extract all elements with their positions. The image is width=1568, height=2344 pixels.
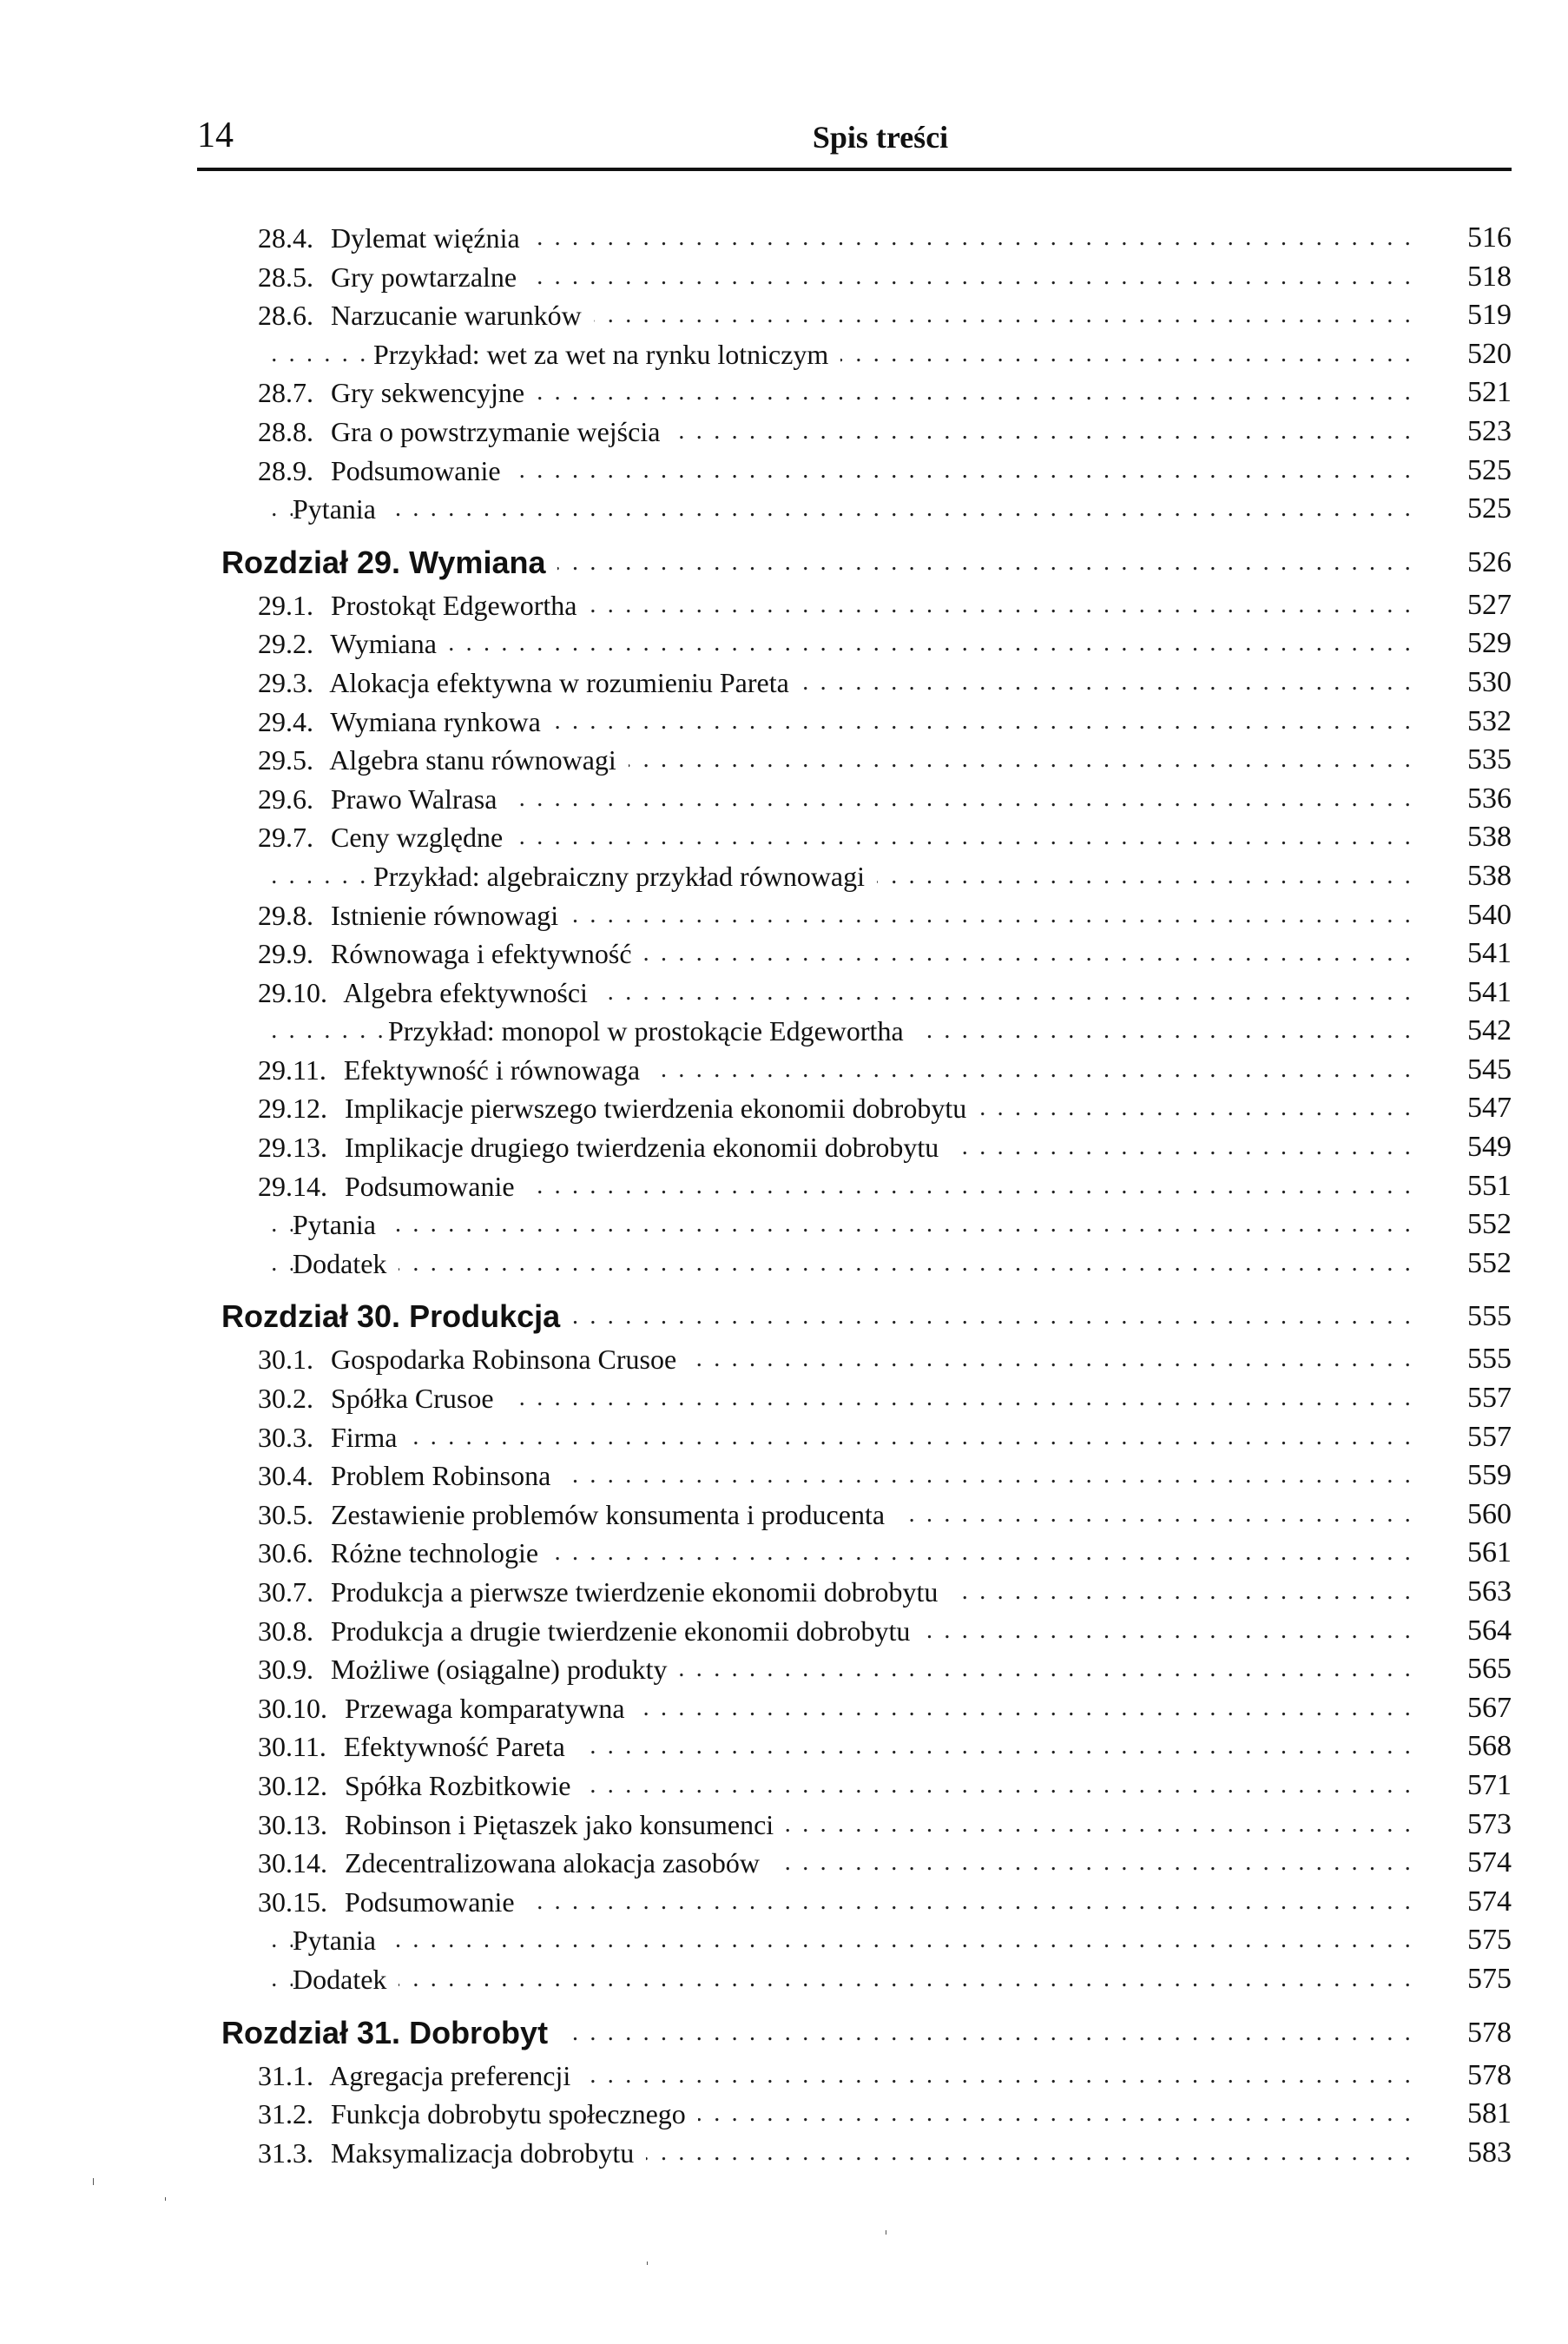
toc-entry-title: Pytania — [293, 1925, 376, 1957]
toc-entry-page: 536 — [1467, 782, 1512, 815]
toc-entry-number: 30.12. — [258, 1769, 327, 1801]
toc-entry-title: Podsumowanie — [331, 454, 501, 486]
toc-entry-page: 526 — [1467, 545, 1512, 578]
toc-entry[interactable] — [0, 586, 1568, 625]
dot-leader — [260, 1205, 1413, 1245]
toc-entry-page: 575 — [1467, 1924, 1512, 1957]
toc-entry-title: Dodatek — [293, 1963, 387, 1995]
toc-entry-label — [258, 586, 590, 625]
toc-entry[interactable] — [0, 1245, 1568, 1284]
toc-entry-page: 578 — [1467, 2058, 1512, 2091]
toc-entry[interactable] — [0, 896, 1568, 935]
toc-entry-page: 578 — [1467, 2016, 1512, 2049]
toc-entry-page: 567 — [1467, 1691, 1512, 1724]
toc-entry-page: 561 — [1467, 1536, 1512, 1569]
toc-entry[interactable] — [0, 1496, 1568, 1535]
toc-entry-title: Wymiana — [409, 544, 546, 580]
toc-entry-title: Ceny względne — [331, 822, 504, 854]
toc-entry-page: 568 — [1467, 1730, 1512, 1763]
toc-entry-label — [258, 1650, 679, 1689]
toc-entry-page: 532 — [1467, 704, 1512, 737]
toc-entry-page: 574 — [1467, 1846, 1512, 1879]
toc-entry-title: Gra o powstrzymanie wejścia — [331, 415, 661, 447]
toc-entry[interactable] — [0, 934, 1568, 974]
toc-entry-label — [293, 1245, 399, 1284]
dot-leader — [260, 1960, 1413, 1999]
dot-leader — [260, 490, 1413, 529]
toc-entry-label — [258, 780, 509, 819]
toc-entry[interactable] — [0, 1806, 1568, 1845]
toc-entry-label — [258, 934, 644, 974]
toc-entry-page: 527 — [1467, 588, 1512, 621]
toc-entry[interactable] — [0, 1051, 1568, 1090]
toc-entry[interactable] — [0, 413, 1568, 452]
toc-entry-number: 31.3. — [258, 2136, 313, 2169]
toc-entry-title: Zestawienie problemów konsumenta i producenta — [331, 1498, 886, 1530]
toc-entry-title: Firma — [331, 1421, 398, 1453]
toc-entry-label — [293, 490, 388, 529]
toc-entry-title: Przykład: wet za wet na rynku lotniczym — [373, 338, 829, 370]
toc-entry-label — [258, 818, 515, 857]
toc-chapter-entry[interactable] — [0, 2011, 1568, 2055]
toc-entry-label — [258, 1612, 922, 1651]
toc-entry-label — [258, 1883, 527, 1922]
toc-entry-title: Równowaga i efektywność — [331, 938, 632, 970]
toc-entry[interactable] — [0, 490, 1568, 529]
toc-entry-label — [258, 664, 801, 703]
toc-entry[interactable] — [0, 780, 1568, 819]
toc-entry-title: Maksymalizacja dobrobytu — [331, 2136, 635, 2169]
toc-entry-number: 29.6. — [258, 782, 313, 815]
toc-entry-number: 30.1. — [258, 1344, 313, 1376]
toc-entry-title: Produkcja — [409, 1298, 561, 1335]
toc-entry[interactable] — [0, 741, 1568, 780]
toc-entry[interactable] — [0, 818, 1568, 857]
toc-entry-page: 565 — [1467, 1653, 1512, 1686]
toc-entry-number: 30.11. — [258, 1731, 326, 1763]
toc-entry-label — [258, 1534, 550, 1573]
page-number: 14 — [197, 116, 234, 155]
toc-entry-page: 525 — [1467, 492, 1512, 525]
toc-entry-label — [258, 296, 594, 335]
toc-entry-label — [258, 1573, 950, 1612]
toc-entry[interactable] — [0, 664, 1568, 703]
toc-entry-label — [221, 541, 557, 584]
toc-entry-page: 552 — [1467, 1208, 1512, 1241]
toc-entry-page: 542 — [1467, 1014, 1512, 1047]
toc-entry-page: 552 — [1467, 1246, 1512, 1279]
toc-entry-title: Podsumowanie — [345, 1885, 515, 1918]
toc-entry-page: 538 — [1467, 859, 1512, 892]
toc-entry-number: 28.6. — [258, 300, 313, 332]
toc-entry-title: Przykład: algebraiczny przykład równowagi — [373, 860, 866, 892]
toc-entry-label — [258, 413, 672, 452]
toc-entry[interactable] — [0, 296, 1568, 335]
toc-entry-label — [388, 1012, 916, 1051]
toc-entry-label — [258, 1340, 688, 1379]
toc-entry-label — [258, 974, 600, 1013]
toc-entry-title: Agregacja preferencji — [329, 2059, 571, 2091]
toc-entry-page: 563 — [1467, 1575, 1512, 1608]
toc-entry-label — [258, 1089, 978, 1128]
toc-entry[interactable] — [0, 1167, 1568, 1206]
toc-entry[interactable] — [0, 2057, 1568, 2096]
toc-entry-title: Gry powtarzalne — [331, 261, 517, 293]
toc-entry-page: 574 — [1467, 1885, 1512, 1918]
toc-entry-label — [258, 452, 513, 491]
toc-entry-label — [258, 1766, 583, 1806]
toc-entry-label — [258, 1418, 409, 1457]
toc-entry[interactable] — [0, 1883, 1568, 1922]
header-rule — [197, 168, 1512, 171]
toc-entry-label — [258, 896, 570, 935]
toc-entry[interactable] — [0, 974, 1568, 1013]
toc-entry-page: 573 — [1467, 1807, 1512, 1840]
toc-entry-title: Przykład: monopol w prostokącie Edgewortha — [388, 1015, 904, 1047]
toc-entry-title: Funkcja dobrobytu społecznego — [331, 2098, 686, 2130]
toc-entry-label — [258, 373, 537, 413]
toc-entry-title: Dodatek — [293, 1247, 387, 1279]
toc-entry-label — [258, 1051, 652, 1090]
toc-entry-number: 29.7. — [258, 822, 313, 854]
toc-chapter-entry[interactable] — [0, 541, 1568, 584]
toc-entry-number: 29.14. — [258, 1170, 327, 1202]
toc-entry-title: Produkcja a pierwsze twierdzenie ekonomii dobrobytu — [331, 1576, 939, 1608]
toc-entry-number: 30.13. — [258, 1808, 327, 1840]
toc-entry-title: Zdecentralizowana alokacja zasobów — [345, 1847, 760, 1879]
toc-entry[interactable] — [0, 219, 1568, 258]
toc-entry-title: Wymiana — [330, 628, 437, 660]
toc-entry-number: 29.2. — [258, 628, 313, 660]
scan-speck — [165, 2197, 166, 2201]
toc-entry[interactable] — [0, 1689, 1568, 1728]
toc-entry[interactable] — [0, 703, 1568, 742]
toc-entry[interactable] — [0, 1128, 1568, 1167]
toc-entry[interactable] — [0, 1089, 1568, 1128]
toc-entry-number: 31.2. — [258, 2098, 313, 2130]
toc-entry-title: Implikacje drugiego twierdzenia ekonomii dobrobytu — [345, 1132, 939, 1164]
toc-entry-page: 529 — [1467, 627, 1512, 660]
toc-entry[interactable] — [0, 2134, 1568, 2173]
toc-entry-page: 520 — [1467, 337, 1512, 370]
toc-entry-title: Pytania — [293, 1209, 376, 1241]
toc-entry-title: Efektywność i równowaga — [343, 1053, 641, 1086]
toc-entry-label — [258, 1727, 577, 1766]
toc-entry-label — [258, 1456, 563, 1496]
toc-entry-title: Prostokąt Edgewortha — [331, 589, 577, 621]
toc-entry-number: 28.4. — [258, 222, 313, 254]
toc-entry[interactable] — [0, 1534, 1568, 1573]
toc-entry-page: 549 — [1467, 1131, 1512, 1164]
table-of-contents — [0, 219, 1568, 2172]
toc-entry-page: 557 — [1467, 1382, 1512, 1415]
toc-entry-number: 29.1. — [258, 589, 313, 621]
toc-entry-label — [373, 335, 840, 374]
toc-entry-number: 30.2. — [258, 1383, 313, 1415]
toc-entry-number: 31.1. — [258, 2059, 313, 2091]
toc-entry-page: 545 — [1467, 1053, 1512, 1086]
toc-entry-title: Spółka Crusoe — [331, 1383, 494, 1415]
toc-entry-title: Dylemat więźnia — [331, 222, 520, 254]
toc-entry[interactable] — [0, 335, 1568, 374]
toc-entry-page: 581 — [1467, 2097, 1512, 2130]
toc-entry[interactable] — [0, 1766, 1568, 1806]
toc-entry-number: 28.5. — [258, 261, 313, 293]
toc-chapter-entry[interactable] — [0, 1295, 1568, 1338]
toc-entry-page: 555 — [1467, 1343, 1512, 1376]
toc-entry-label — [258, 2095, 698, 2134]
toc-entry-title: Efektywność Pareta — [343, 1731, 565, 1763]
toc-entry-label — [258, 219, 532, 258]
toc-entry-page: 559 — [1467, 1459, 1512, 1492]
toc-entry-page: 575 — [1467, 1962, 1512, 1995]
toc-entry-title: Narzucanie warunków — [331, 300, 582, 332]
toc-entry-label — [258, 1128, 951, 1167]
toc-entry-number: 30.6. — [258, 1537, 313, 1569]
dot-leader — [260, 1921, 1413, 1960]
toc-entry-number: 30.7. — [258, 1576, 313, 1608]
toc-entry-title: Algebra efektywności — [343, 976, 588, 1008]
toc-entry-page: 547 — [1467, 1092, 1512, 1125]
toc-entry-label — [221, 1295, 572, 1338]
toc-entry-page: 516 — [1467, 221, 1512, 254]
toc-entry-label — [293, 1205, 388, 1245]
toc-entry-number: Rozdział 31. — [221, 2014, 401, 2050]
toc-entry-title: Gry sekwencyjne — [331, 377, 525, 409]
toc-entry[interactable] — [0, 2095, 1568, 2134]
toc-entry-label — [258, 2134, 646, 2173]
toc-entry-page: 535 — [1467, 743, 1512, 776]
toc-entry-number: 29.13. — [258, 1132, 327, 1164]
scan-speck — [93, 2178, 94, 2185]
toc-entry-page: 583 — [1467, 2136, 1512, 2169]
toc-entry-label — [258, 1167, 527, 1206]
toc-entry-number: 29.4. — [258, 705, 313, 737]
toc-entry-title: Produkcja a drugie twierdzenie ekonomii dobrobytu — [331, 1614, 911, 1647]
toc-entry-page: 541 — [1467, 937, 1512, 970]
toc-entry-label — [258, 1496, 897, 1535]
dot-leader — [260, 1418, 1413, 1457]
toc-entry-title: Problem Robinsona — [331, 1460, 551, 1492]
toc-entry-page: 564 — [1467, 1614, 1512, 1647]
toc-entry[interactable] — [0, 1612, 1568, 1651]
toc-entry-page: 560 — [1467, 1497, 1512, 1530]
toc-entry[interactable] — [0, 1727, 1568, 1766]
toc-entry-number: 29.8. — [258, 899, 313, 931]
toc-entry-title: Wymiana rynkowa — [330, 705, 541, 737]
toc-entry-title: Przewaga komparatywna — [345, 1692, 625, 1724]
toc-entry-number: 29.5. — [258, 744, 313, 776]
toc-entry-label — [293, 1921, 388, 1960]
toc-entry-label — [258, 2057, 583, 2096]
toc-entry-page: 518 — [1467, 260, 1512, 293]
toc-entry-number: 30.4. — [258, 1460, 313, 1492]
toc-entry-number: 30.15. — [258, 1885, 327, 1918]
toc-entry[interactable] — [0, 1650, 1568, 1689]
toc-entry-number: 30.9. — [258, 1654, 313, 1686]
toc-entry-title: Alokacja efektywna w rozumieniu Pareta — [329, 666, 789, 698]
toc-entry-page: 523 — [1467, 414, 1512, 447]
running-head — [197, 111, 1512, 163]
toc-entry-page: 541 — [1467, 975, 1512, 1008]
toc-entry-number: 29.3. — [258, 666, 313, 698]
toc-entry-title: Pytania — [293, 493, 376, 525]
toc-entry-number: 30.3. — [258, 1421, 313, 1453]
toc-entry-title: Dobrobyt — [409, 2014, 549, 2050]
toc-entry-page: 519 — [1467, 299, 1512, 332]
toc-entry-title: Możliwe (osiągalne) produkty — [331, 1654, 668, 1686]
dot-leader — [260, 1245, 1413, 1284]
toc-entry[interactable] — [0, 1012, 1568, 1051]
toc-entry-label — [373, 857, 877, 896]
toc-entry-title: Istnienie równowagi — [331, 899, 559, 931]
toc-entry-title: Implikacje pierwszego twierdzenia ekonomii dobrobytu — [345, 1093, 967, 1125]
toc-entry-number: 28.9. — [258, 454, 313, 486]
toc-entry-title: Różne technologie — [331, 1537, 539, 1569]
toc-entry[interactable] — [0, 1418, 1568, 1457]
toc-entry-title: Podsumowanie — [345, 1170, 515, 1202]
toc-entry[interactable] — [0, 1921, 1568, 1960]
running-title: Spis treści — [812, 120, 949, 155]
toc-entry-label — [258, 624, 449, 664]
toc-entry-label — [258, 703, 553, 742]
toc-entry[interactable] — [0, 452, 1568, 491]
toc-entry-page: 551 — [1467, 1169, 1512, 1202]
toc-entry-number: 30.5. — [258, 1498, 313, 1530]
toc-entry[interactable] — [0, 1205, 1568, 1245]
toc-entry-title: Robinson i Piętaszek jako konsumenci — [345, 1808, 774, 1840]
toc-entry-number: Rozdział 30. — [221, 1298, 401, 1335]
toc-entry-number: 29.12. — [258, 1093, 327, 1125]
toc-entry-number: 30.14. — [258, 1847, 327, 1879]
toc-entry[interactable] — [0, 1340, 1568, 1379]
toc-entry-page: 540 — [1467, 898, 1512, 931]
toc-entry-number: 28.8. — [258, 415, 313, 447]
toc-entry[interactable] — [0, 1379, 1568, 1418]
toc-entry-number: 30.10. — [258, 1692, 327, 1724]
toc-entry-page: 538 — [1467, 821, 1512, 854]
toc-entry-title: Gospodarka Robinsona Crusoe — [331, 1344, 677, 1376]
toc-entry-page: 521 — [1467, 376, 1512, 409]
toc-entry-number: 28.7. — [258, 377, 313, 409]
toc-entry-page: 525 — [1467, 453, 1512, 486]
toc-entry-number: 29.10. — [258, 976, 327, 1008]
toc-entry-label — [258, 1844, 772, 1883]
toc-entry-title: Spółka Rozbitkowie — [345, 1769, 571, 1801]
toc-entry-title: Algebra stanu równowagi — [329, 744, 616, 776]
toc-entry-number: Rozdział 29. — [221, 544, 401, 580]
toc-entry-number: 29.11. — [258, 1053, 326, 1086]
toc-entry-page: 557 — [1467, 1420, 1512, 1453]
toc-entry-page: 530 — [1467, 665, 1512, 698]
toc-entry-label — [258, 1689, 637, 1728]
toc-entry[interactable] — [0, 1573, 1568, 1612]
toc-entry-label — [258, 1379, 506, 1418]
toc-entry[interactable] — [0, 857, 1568, 896]
toc-entry-label — [221, 2011, 560, 2055]
toc-entry-number: 29.9. — [258, 938, 313, 970]
toc-entry-page: 571 — [1467, 1768, 1512, 1801]
toc-entry[interactable] — [0, 1456, 1568, 1496]
scan-speck — [647, 2261, 648, 2265]
toc-entry-number: 30.8. — [258, 1614, 313, 1647]
toc-entry-label — [293, 1960, 399, 1999]
toc-entry[interactable] — [0, 373, 1568, 413]
toc-entry[interactable] — [0, 624, 1568, 664]
toc-entry-page: 555 — [1467, 1300, 1512, 1333]
toc-entry[interactable] — [0, 258, 1568, 297]
toc-entry-title: Prawo Walrasa — [331, 782, 497, 815]
toc-entry-label — [258, 1806, 786, 1845]
toc-entry[interactable] — [0, 1960, 1568, 1999]
toc-entry[interactable] — [0, 1844, 1568, 1883]
toc-entry-label — [258, 741, 629, 780]
toc-entry-label — [258, 258, 529, 297]
